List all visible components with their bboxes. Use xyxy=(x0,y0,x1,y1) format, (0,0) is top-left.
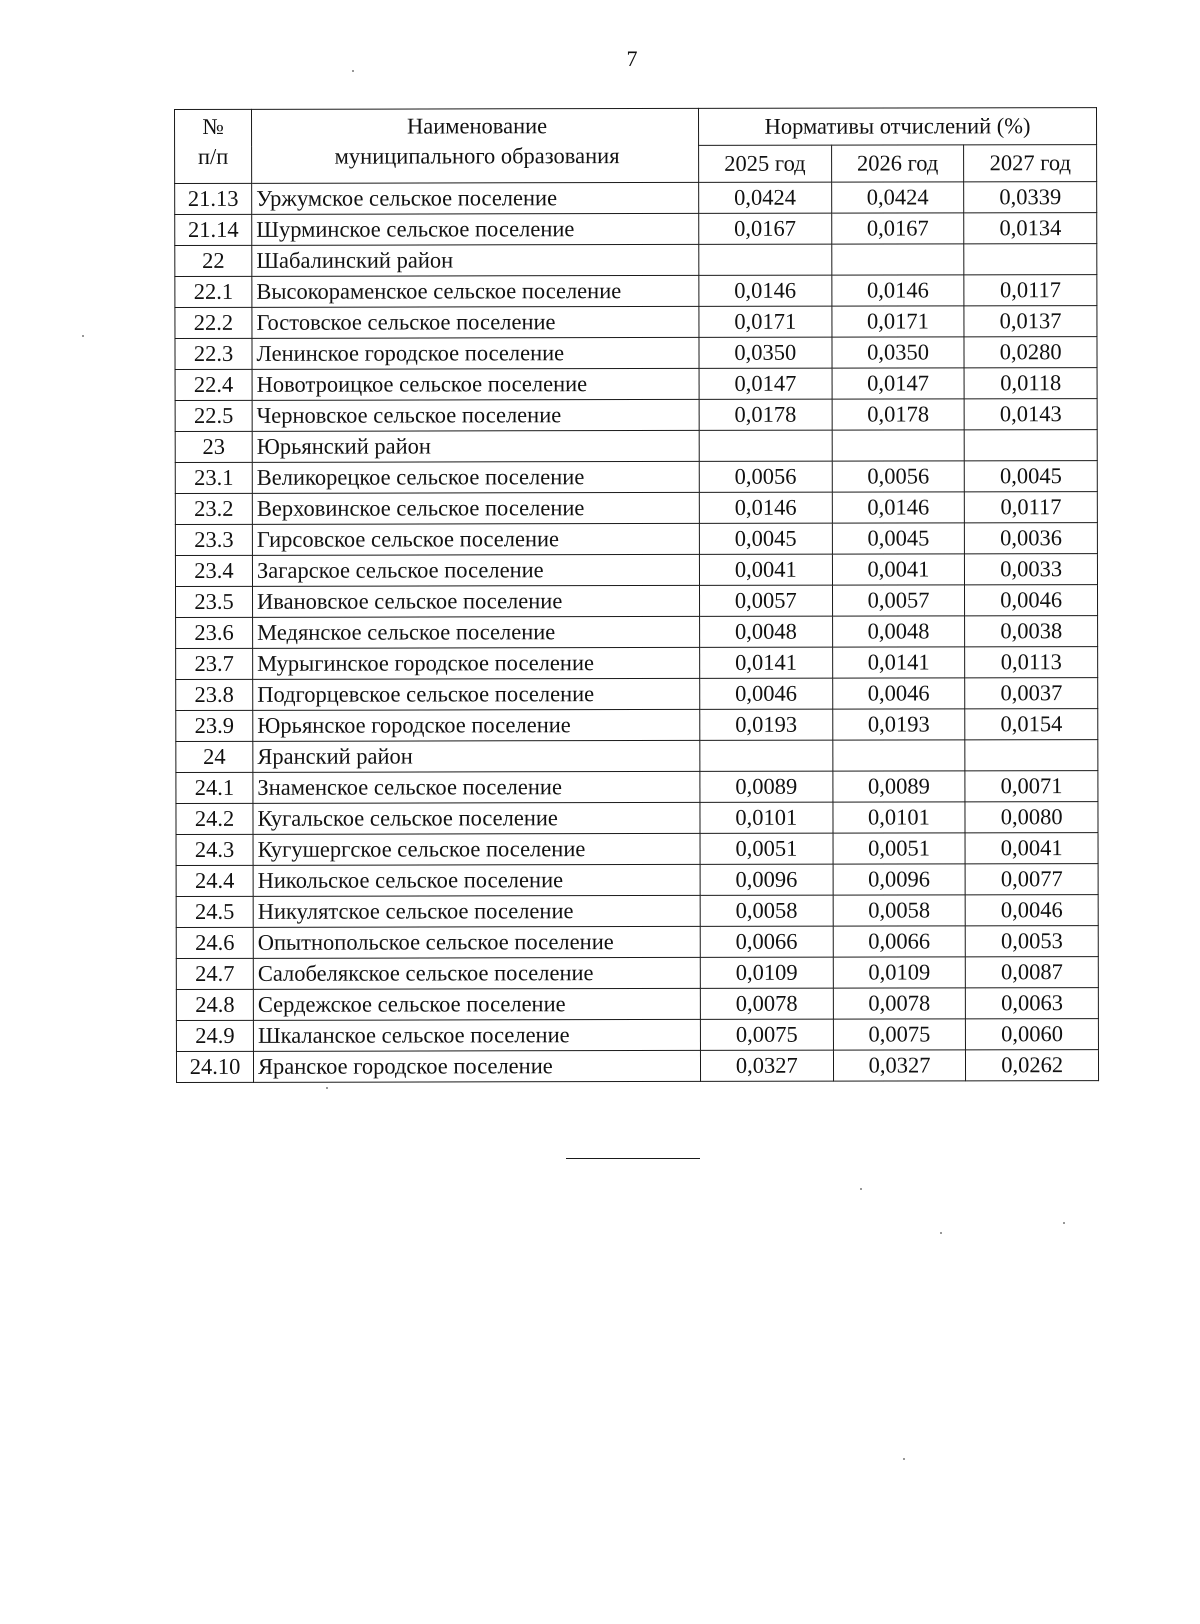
row-value-2027 xyxy=(964,244,1097,275)
row-municipality-name: Загарское сельское поселение xyxy=(252,554,699,586)
row-value-2026: 0,0327 xyxy=(833,1050,966,1081)
row-value-2026: 0,0147 xyxy=(832,368,965,399)
scan-speck xyxy=(352,70,354,72)
row-value-2026: 0,0101 xyxy=(833,802,966,833)
row-number: 23.1 xyxy=(175,462,252,493)
row-value-2027: 0,0143 xyxy=(964,399,1097,430)
row-municipality-name: Салобелякское сельское поселение xyxy=(253,957,700,989)
row-value-2025: 0,0424 xyxy=(699,182,832,213)
row-number: 22.1 xyxy=(175,276,252,307)
header-year-2025: 2025 год xyxy=(699,145,832,182)
row-number: 23.7 xyxy=(176,648,253,679)
row-value-2027: 0,0137 xyxy=(964,306,1097,337)
scan-speck xyxy=(940,1232,942,1234)
header-number-cell xyxy=(175,109,252,183)
row-municipality-name: Яранское городское поселение xyxy=(253,1050,700,1082)
row-value-2027: 0,0063 xyxy=(966,988,1099,1019)
header-name-line2: муниципального образования xyxy=(334,143,620,169)
page-number: 7 xyxy=(626,46,638,71)
table-row xyxy=(175,182,1097,215)
row-value-2026 xyxy=(832,740,965,771)
row-value-2026: 0,0193 xyxy=(832,709,965,740)
table-row xyxy=(176,1019,1098,1052)
row-number: 24.7 xyxy=(176,958,253,989)
row-value-2027 xyxy=(964,430,1097,461)
row-number: 23 xyxy=(175,431,252,462)
table-row xyxy=(175,275,1097,308)
scan-speck xyxy=(82,335,84,337)
row-number: 23.4 xyxy=(175,555,252,586)
row-value-2027: 0,0077 xyxy=(965,864,1098,895)
row-number: 23.9 xyxy=(176,710,253,741)
row-number: 23.3 xyxy=(175,524,252,555)
row-number: 23.2 xyxy=(175,493,252,524)
table-row xyxy=(175,430,1097,463)
row-municipality-name: Гостовское сельское поселение xyxy=(252,306,699,338)
table-row xyxy=(175,213,1097,246)
row-value-2025 xyxy=(699,244,832,275)
row-value-2025: 0,0041 xyxy=(699,554,832,585)
table-row xyxy=(176,585,1098,618)
row-value-2025: 0,0051 xyxy=(700,833,833,864)
row-municipality-name: Медянское сельское поселение xyxy=(253,616,700,648)
row-municipality-name: Ивановское сельское поселение xyxy=(252,585,699,617)
row-value-2027: 0,0038 xyxy=(965,616,1098,647)
row-number: 23.5 xyxy=(176,586,253,617)
row-value-2025: 0,0056 xyxy=(699,461,832,492)
row-value-2025: 0,0048 xyxy=(700,616,833,647)
row-value-2026: 0,0046 xyxy=(832,678,965,709)
row-value-2026: 0,0178 xyxy=(832,399,965,430)
row-municipality-name: Кугушергское сельское поселение xyxy=(253,833,700,865)
table-row xyxy=(176,957,1098,990)
row-value-2026 xyxy=(832,430,965,461)
table-row xyxy=(176,1050,1098,1083)
row-value-2026: 0,0109 xyxy=(833,957,966,988)
table-row xyxy=(176,616,1098,649)
row-municipality-name: Гирсовское сельское поселение xyxy=(252,523,699,555)
table-row xyxy=(176,833,1098,866)
row-value-2026: 0,0146 xyxy=(832,492,965,523)
row-value-2025: 0,0057 xyxy=(699,585,832,616)
row-value-2025: 0,0178 xyxy=(699,399,832,430)
table-row xyxy=(176,771,1098,804)
row-number: 24.6 xyxy=(176,927,253,958)
row-number: 24.1 xyxy=(176,772,253,803)
row-value-2027: 0,0037 xyxy=(965,678,1098,709)
scan-speck xyxy=(860,1188,862,1190)
row-value-2027: 0,0060 xyxy=(966,1019,1099,1050)
row-municipality-name: Никулятское сельское поселение xyxy=(253,895,700,927)
row-value-2026: 0,0058 xyxy=(833,895,966,926)
row-value-2025: 0,0058 xyxy=(700,895,833,926)
table-row xyxy=(176,926,1098,959)
table-row xyxy=(175,523,1097,556)
row-value-2025: 0,0167 xyxy=(699,213,832,244)
row-value-2027: 0,0033 xyxy=(965,554,1098,585)
header-name-line1: Наименование xyxy=(406,113,548,139)
header-year-2026: 2026 год xyxy=(831,145,964,182)
row-value-2027: 0,0339 xyxy=(964,182,1097,213)
row-number: 23.8 xyxy=(176,679,253,710)
row-value-2025: 0,0146 xyxy=(699,275,832,306)
row-value-2027: 0,0087 xyxy=(966,957,1099,988)
row-value-2026: 0,0066 xyxy=(833,926,966,957)
row-value-2026: 0,0096 xyxy=(833,864,966,895)
scan-speck xyxy=(326,1087,328,1089)
row-value-2025: 0,0193 xyxy=(700,709,833,740)
row-value-2025: 0,0096 xyxy=(700,864,833,895)
row-value-2027: 0,0154 xyxy=(965,709,1098,740)
row-municipality-name: Новотроицкое сельское поселение xyxy=(252,368,699,400)
row-value-2027 xyxy=(965,740,1098,771)
table-body xyxy=(175,182,1099,1083)
row-value-2026: 0,0089 xyxy=(833,771,966,802)
row-value-2027: 0,0118 xyxy=(964,368,1097,399)
table-row xyxy=(175,554,1097,587)
row-number: 24.9 xyxy=(176,1020,253,1051)
row-value-2027: 0,0117 xyxy=(965,492,1098,523)
row-number: 22.2 xyxy=(175,307,252,338)
header-row-top xyxy=(175,108,1097,147)
row-number: 21.13 xyxy=(175,183,252,214)
row-municipality-name: Верховинское сельское поселение xyxy=(252,492,699,524)
row-municipality-name: Юрьянское городское поселение xyxy=(253,709,700,741)
row-municipality-name: Шкаланское сельское поселение xyxy=(253,1019,700,1051)
row-value-2027: 0,0053 xyxy=(966,926,1099,957)
row-value-2025: 0,0045 xyxy=(699,523,832,554)
table-row xyxy=(176,802,1098,835)
row-value-2026: 0,0057 xyxy=(832,585,965,616)
row-municipality-name: Мурыгинское городское поселение xyxy=(253,647,700,679)
row-value-2026: 0,0424 xyxy=(831,182,964,213)
header-year-2027: 2027 год xyxy=(964,145,1097,182)
row-value-2025: 0,0089 xyxy=(700,771,833,802)
row-value-2026: 0,0146 xyxy=(832,275,965,306)
row-municipality-name: Знаменское сельское поселение xyxy=(253,771,700,803)
row-number: 21.14 xyxy=(175,214,252,245)
row-value-2027: 0,0280 xyxy=(964,337,1097,368)
row-value-2025: 0,0101 xyxy=(700,802,833,833)
row-number: 22.3 xyxy=(175,338,252,369)
row-value-2025: 0,0171 xyxy=(699,306,832,337)
table-row xyxy=(175,337,1097,370)
row-value-2027: 0,0080 xyxy=(965,802,1098,833)
row-value-2025: 0,0066 xyxy=(700,926,833,957)
table-row xyxy=(175,368,1097,401)
row-value-2026: 0,0075 xyxy=(833,1019,966,1050)
table-row xyxy=(175,492,1097,525)
table-row xyxy=(175,399,1097,432)
table-row xyxy=(176,895,1098,928)
row-municipality-name: Сердежское сельское поселение xyxy=(253,988,700,1020)
row-municipality-name: Юрьянский район xyxy=(252,430,699,462)
row-value-2027: 0,0262 xyxy=(966,1050,1099,1081)
row-value-2026: 0,0045 xyxy=(832,523,965,554)
header-number-abbrev: п/п xyxy=(197,143,229,169)
row-number: 24.5 xyxy=(176,896,253,927)
table-row xyxy=(176,647,1098,680)
row-municipality-name: Шабалинский район xyxy=(252,244,699,276)
row-municipality-name: Опытнопольское сельское поселение xyxy=(253,926,700,958)
row-value-2025: 0,0046 xyxy=(700,678,833,709)
table-container xyxy=(174,107,1099,1083)
row-value-2025: 0,0075 xyxy=(700,1019,833,1050)
scan-speck xyxy=(1063,1222,1065,1224)
row-number: 24.4 xyxy=(176,865,253,896)
row-number: 24.10 xyxy=(176,1051,253,1082)
row-value-2026: 0,0141 xyxy=(832,647,965,678)
row-number: 24 xyxy=(176,741,253,772)
row-value-2027: 0,0041 xyxy=(965,833,1098,864)
row-value-2026: 0,0048 xyxy=(832,616,965,647)
row-municipality-name: Ленинское городское поселение xyxy=(252,337,699,369)
row-number: 22.5 xyxy=(175,400,252,431)
table-row xyxy=(175,461,1097,494)
row-value-2025: 0,0350 xyxy=(699,337,832,368)
row-value-2027: 0,0046 xyxy=(965,585,1098,616)
scan-speck xyxy=(903,1458,905,1460)
header-number-symbol: № xyxy=(202,113,224,139)
row-value-2025 xyxy=(700,740,833,771)
table-row xyxy=(176,740,1098,773)
table-row xyxy=(175,306,1097,339)
row-municipality-name: Высокораменское сельское поселение xyxy=(252,275,699,307)
row-value-2025: 0,0078 xyxy=(700,988,833,1019)
row-number: 22.4 xyxy=(175,369,252,400)
row-value-2027: 0,0071 xyxy=(965,771,1098,802)
table-row xyxy=(176,678,1098,711)
row-value-2025: 0,0109 xyxy=(700,957,833,988)
row-value-2027: 0,0046 xyxy=(965,895,1098,926)
row-value-2027: 0,0045 xyxy=(965,461,1098,492)
row-municipality-name: Шурминское сельское поселение xyxy=(252,213,699,245)
row-value-2025: 0,0147 xyxy=(699,368,832,399)
row-number: 24.8 xyxy=(176,989,253,1020)
row-value-2026 xyxy=(831,244,964,275)
row-municipality-name: Кугальское сельское поселение xyxy=(253,802,700,834)
row-value-2026: 0,0041 xyxy=(832,554,965,585)
row-municipality-name: Яранский район xyxy=(253,740,700,772)
row-value-2027: 0,0134 xyxy=(964,213,1097,244)
closing-rule xyxy=(566,1158,700,1159)
row-value-2025: 0,0146 xyxy=(699,492,832,523)
row-value-2025 xyxy=(699,430,832,461)
table-row xyxy=(176,864,1098,897)
row-value-2026: 0,0056 xyxy=(832,461,965,492)
table-row xyxy=(175,244,1097,277)
row-value-2026: 0,0078 xyxy=(833,988,966,1019)
row-municipality-name: Великорецкое сельское поселение xyxy=(252,461,699,493)
header-name-cell xyxy=(252,108,699,183)
row-value-2027: 0,0117 xyxy=(964,275,1097,306)
row-value-2026: 0,0171 xyxy=(832,306,965,337)
row-municipality-name: Уржумское сельское поселение xyxy=(252,182,699,214)
row-value-2026: 0,0167 xyxy=(831,213,964,244)
row-number: 22 xyxy=(175,245,252,276)
table-header xyxy=(175,108,1097,184)
row-value-2026: 0,0350 xyxy=(832,337,965,368)
row-value-2025: 0,0141 xyxy=(700,647,833,678)
row-number: 23.6 xyxy=(176,617,253,648)
row-value-2025: 0,0327 xyxy=(700,1050,833,1081)
row-municipality-name: Никольское сельское поселение xyxy=(253,864,700,896)
row-number: 24.2 xyxy=(176,803,253,834)
row-municipality-name: Подгорцевское сельское поселение xyxy=(253,678,700,710)
table-row xyxy=(176,709,1098,742)
row-number: 24.3 xyxy=(176,834,253,865)
header-norms: Нормативы отчислений (%) xyxy=(698,108,1096,146)
row-value-2027: 0,0036 xyxy=(965,523,1098,554)
row-value-2027: 0,0113 xyxy=(965,647,1098,678)
row-municipality-name: Черновское сельское поселение xyxy=(252,399,699,431)
row-value-2026: 0,0051 xyxy=(833,833,966,864)
allocation-norms-table xyxy=(174,107,1099,1083)
table-row xyxy=(176,988,1098,1021)
